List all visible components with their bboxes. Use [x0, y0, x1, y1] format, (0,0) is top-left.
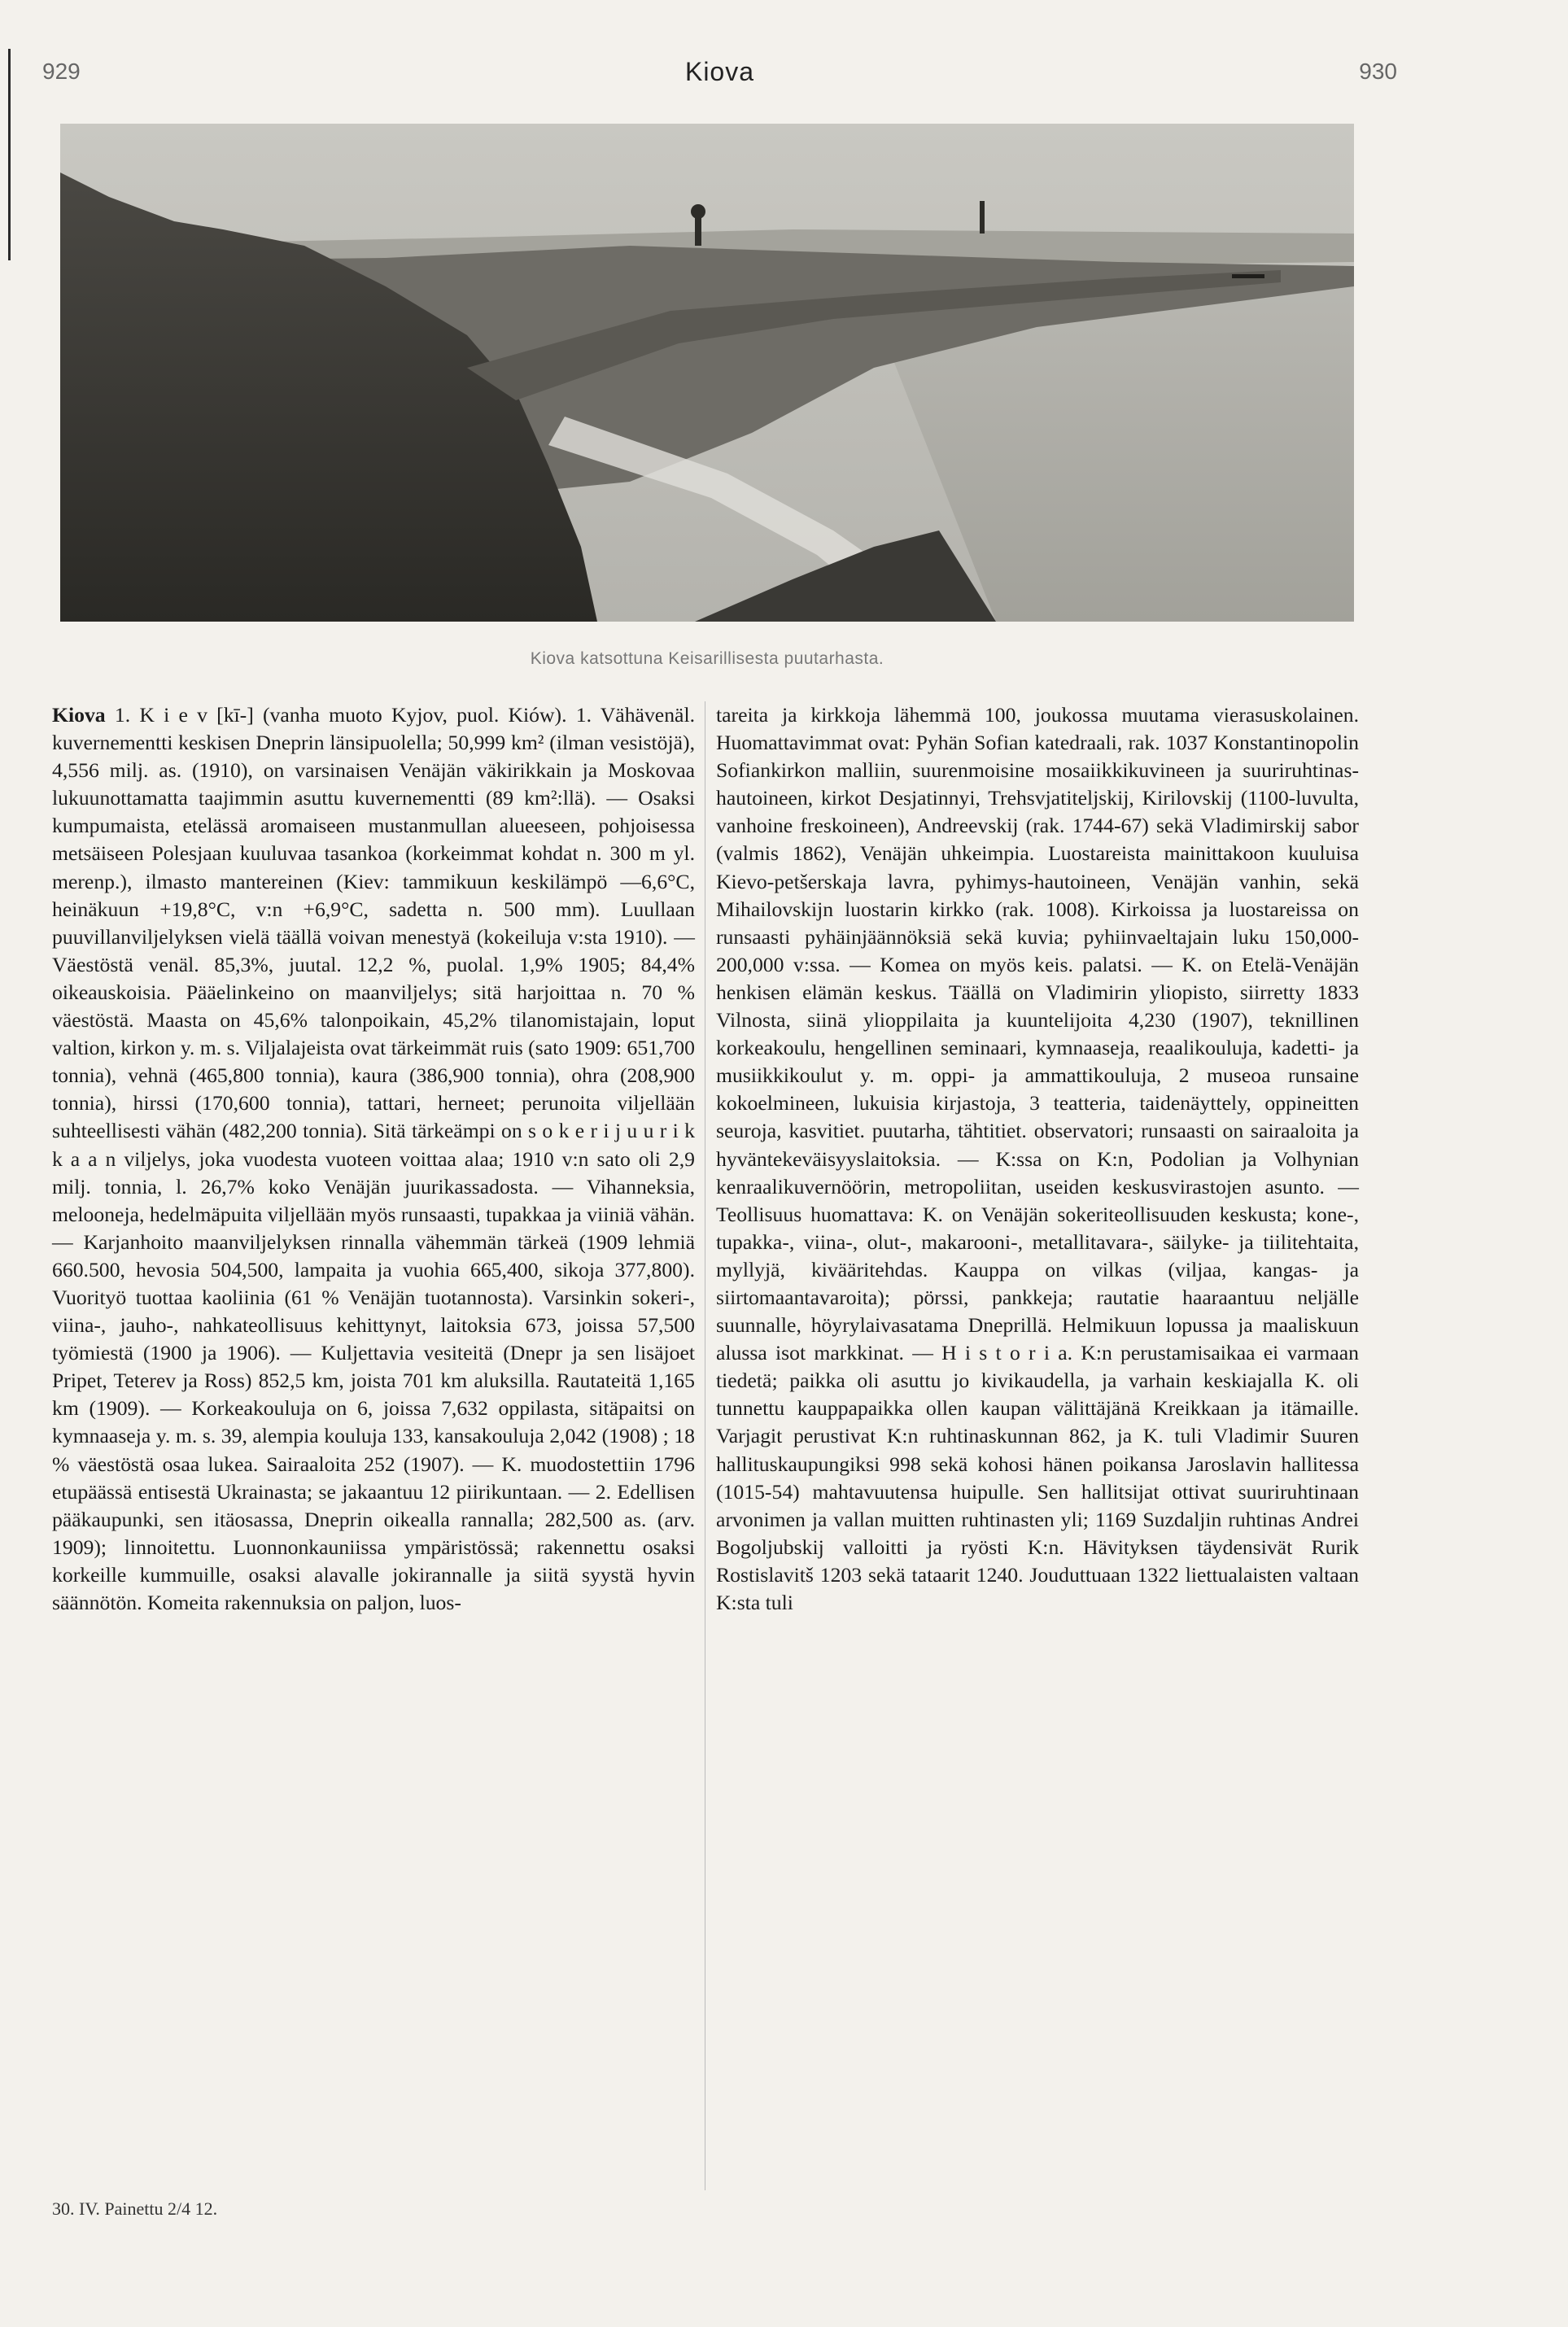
headword: Kiova [52, 703, 106, 727]
running-head [42, 59, 1397, 91]
article-paragraph [52, 701, 695, 1617]
page-number-left: 929 [42, 59, 81, 84]
scan-edge-mark [8, 49, 11, 260]
print-signature: 30. IV. Painettu 2/4 12. [52, 2198, 218, 2219]
article-text-right: tareita ja kirkkoja lähemmä 100, joukossa muutama vierasuskolainen. Huomattavimmat ovat: Pyhän Sofian katedraali, rak. 1037 Konstantinopolin Sofiankirkon malliin, suurenmoisine mosaiikkikuvineen ja suuriruhtinas-hautoineen, kirkot Desjatinnyi, Trehsvjatiteljskij, Kirilovskij (1100-luvulta, vanhoine freskoineen), Andreevskij (rak. 1744-67) sekä Vladimirskij sabor (valmis 1862), Venäjän uhkeimpia. Luostareista mainittakoon kuuluisa Kievo-petšerskaja lavra, pyhimys-hautoineen, Venäjän vanhin, sekä Mihailovskijn luostarin kirkko (rak. 1008). Kirkoissa ja luostareissa on runsaasti pyhäinjäännöksiä sekä kuvia; pyhiinvaeltajain luku 150,000-200,000 v:ssa. — Komea on myös keis. palatsi. — K. on Etelä-Venäjän henkisen elämän keskus. Täällä on Vladimirin yliopisto, siirretty 1833 Vilnosta, siinä ylioppilaita ja kuuntelijoita 4,230 (1907), teknillinen korkeakoulu, hengellinen seminaari, kymnaaseja, reaalikouluja, kadetti- ja musiikkikoulut y. m. oppi- ja ammattikouluja, 2 museoa runsaine kokoelmineen, lukuisia kirjastoja, 3 teatteria, taidenäyttely, oppineitten seuroja, kasvitiet. puutarha, tähtitiet. observatori; runsaasti on sairaaloita ja hyväntekeväisyyslaitoksia. — K:ssa on K:n, Podolian ja Volhynian kenraalikuvernöörin, metropoliitan, useiden keskusvirastojen asunto. — Teollisuus huomattava: K. on Venäjän sokeriteollisuuden keskusta; kone-, tupakka-, viina-, olut-, makarooni-, metallitavara-, säilyke- ja tiilitehtaita, myllyjä, kivääritehdas. Kauppa on vilkas (viljaa, kangas- ja siirtomaantavaroita); pörssi, pankkeja; rautatie haaraantuu neljälle suunnalle, höyrylaivasatama Dneprillä. Helmikuun lopussa ja maaliskuun alussa isot markkinat. — H i s t o r i a. K:n perustamisaikaa ei varmaan tiedetä; paikka oli asuttu jo kivikaudella, ja varhain keskiajalla K. oli tunnettu kauppapaikka ollen kaupan välittäjänä Kreikkaan ja itämaille. Varjagit perustivat K:n ruhtinaskunnan 862, ja K. tuli Vladimir Suuren hallituskaupungiksi 998 sekä kohosi hänen poikansa Jaroslavin hallitessa (1015-54) mahtavuutensa huipulle. Sen hallitsijat ottivat suuriruhtinaan arvonimen ja vallan muitten ruhtinasten yli; 1169 Suzdaljin ruhtinas Andrei Bogoljubskij valloitti ja ryösti K:n. Hävityksen täydensivät Rurik Rostislavitš 1203 sekä tataarit 1240. Jouduttuaan 1322 liettualaisten valtaan K:sta tuli [716, 703, 1359, 1614]
text-column-right [716, 701, 1359, 1617]
page-number-right: 930 [1359, 59, 1397, 84]
figure-caption: Kiova katsottuna Keisarillisesta puutarhasta. [530, 649, 884, 668]
text-column-left [52, 701, 695, 1617]
photo-illustration [60, 124, 1354, 622]
kiova-photograph [60, 124, 1354, 622]
page-title: Kiova [684, 57, 755, 86]
article-text-left: 1. K i e v [kī-] (vanha muoto Kyjov, puol. Kiów). 1. Vähävenäl. kuvernementti keskisen Dneprin länsipuolella; 50,999 km² (ilman vesistöjä), 4,556 milj. as. (1910), on varsinaisen Venäjän väkirikkain ja Moskovaa lukuunottamatta taajimmin asuttu kuvernementti (89 km²:llä). — Osaksi kumpumaista, etelässä aromaiseen mustanmullan alueeseen, pohjoisessa metsäiseen Polesjaan kuuluvaa tasankoa (korkeimmat kohdat n. 300 m yl. merenp.), ilmasto mantereinen (Kiev: tammikuun keskilämpö —6,6°C, heinäkuun +19,8°C, v:n +6,9°C, sadetta n. 500 mm). Luullaan puuvillanviljelyksen vielä täällä voivan menestyä (kokeiluja v:sta 1910). — Väestöstä venäl. 85,3%, juutal. 12,2 %, puolal. 1,9% 1905; 84,4% oikeauskoisia. Pääelinkeino on maanviljelys; sitä harjoittaa n. 70 % väestöstä. Maasta on 45,6% talonpoikain, 45,2% tilanomistajain, loput valtion, kirkon y. m. s. Viljalajeista ovat tärkeimmät ruis (sato 1909: 651,700 tonnia), vehnä (465,800 tonnia), kaura (386,900 tonnia), ohra (208,900 tonnia), hirssi (170,600 tonnia), tattari, herneet; perunoita viljellään suhteellisesti vähän (482,200 tonnia). Sitä tärkeämpi on s o k e r i j u u r i k k a a n viljelys, joka vuodesta vuoteen voittaa alaa; 1910 v:n sato oli 2,9 milj. tonnia, l. 26,7% koko Venäjän juurikassadosta. — Vihanneksia, melooneja, hedelmäpuita viljellään myös runsaasti, tupakkaa ja viiniä vähän. — Karjanhoito maanviljelyksen rinnalla vähemmän tärkeä (1909 lehmiä 660.500, hevosia 504,500, lampaita ja vuohia 665,400, sikoja 377,800). Vuorityö tuottaa kaoliinia (61 % Venäjän tuotannosta). Varsinkin sokeri-, viina-, jauho-, nahkateollisuus kehittynyt, laitoksia 673, joissa 57,500 työmiestä (1900 ja 1906). — Kuljettavia vesiteitä (Dnepr ja sen lisäjoet Pripet, Teterev ja Ross) 852,5 km, joista 701 km aluksilla. Rautateitä 1,165 km (1909). — Korkeakouluja on 6, joissa 7,632 oppilasta, sitäpaitsi on kymnaaseja y. m. s. 39, alempia kouluja 133, kansakouluja 2,042 (1908) ; 18 % väestöstä osaa lukea. Sairaaloita 252 (1907). — K. muodostettiin 1796 etupäässä entisestä Ukrainasta; se jakaantuu 12 piirikuntaan. — 2. Edellisen pääkaupunki, sen itäosassa, Dneprin oikealla rannalla; 282,500 as. (arv. 1909); linnoitettu. Luonnonkauniissa ympäristössä; rakennettu osaksi korkeille kummuille, osaksi alavalle jokirannalle ja siitä syystä hyvin säännötön. Komeita rakennuksia on paljon, luos- [52, 703, 696, 1614]
